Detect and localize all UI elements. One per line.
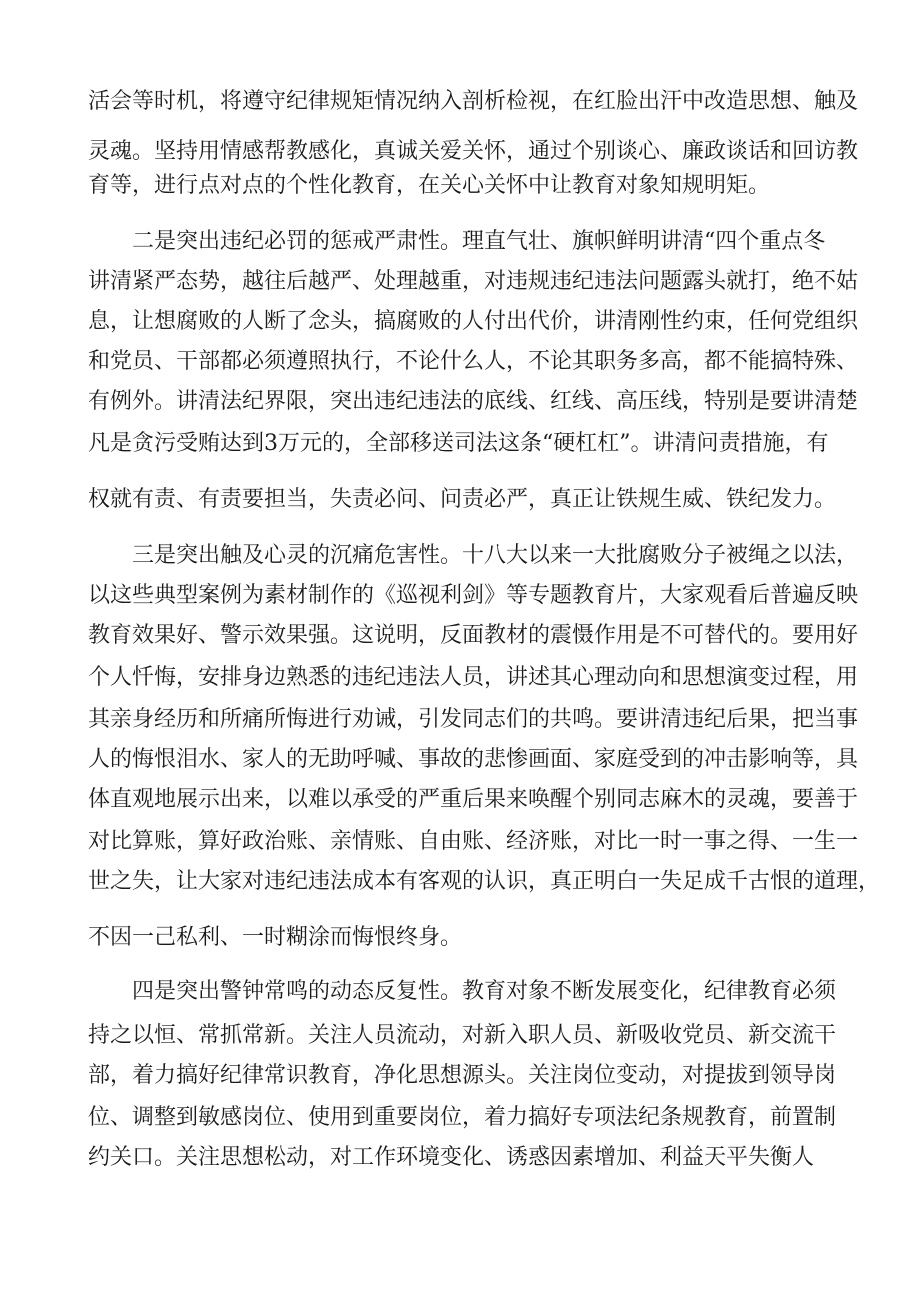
paragraph-line: 不因一己私利、一时糊涂而悔恨终身。 <box>88 925 463 950</box>
paragraph-line: 权就有责、有责要担当，失责必问、问责必严，真正让铁规生威、铁纪发力。 <box>88 487 837 512</box>
paragraph-line: 活会等时机，将遵守纪律规矩情况纳入剖析检视，在红脸出汗中改造思想、触及 <box>88 89 859 114</box>
paragraph-line: 其亲身经历和所痛所悔进行劝诫，引发同志们的共鸣。要讲清违纪后果，把当事 <box>88 707 859 732</box>
paragraph-line: 以这些典型案例为素材制作的《巡视利剑》等专题教育片，大家观看后普遍反映 <box>88 583 859 608</box>
paragraph-line: 灵魂。坚持用情感帮教感化，真诚关爱关怀，通过个别谈心、廉政谈话和回访教 <box>88 139 859 164</box>
paragraph-line: 世之失，让大家对违纪违法成本有客观的认识，真正明白一失足成千古恨的道理， <box>88 869 881 894</box>
paragraph-line: 三是突出触及心灵的沉痛危害性。十八大以来一大批腐败分子被绳之以法， <box>132 543 859 568</box>
paragraph-line: 约关口。关注思想松动，对工作环境变化、诱惑因素增加、利益天平失衡人 <box>88 1145 815 1170</box>
paragraph-line: 个人忏悔，安排身边熟悉的违纪违法人员，讲述其心理动向和思想演变过程，用 <box>88 665 859 690</box>
paragraph-line: 四是突出警钟常鸣的动态反复性。教育对象不断发展变化，纪律教育必须 <box>132 979 837 1004</box>
paragraph-line: 对比算账，算好政治账、亲情账、自由账、经济账，对比一时一事之得、一生一 <box>88 829 859 854</box>
paragraph-line: 讲清紧严态势，越往后越严、处理越重，对违规违纪违法问题露头就打，绝不姑 <box>88 269 859 294</box>
paragraph-line: 体直观地展示出来，以难以承受的严重后果来唤醒个别同志麻木的灵魂，要善于 <box>88 787 859 812</box>
paragraph-line: 部，着力搞好纪律常识教育，净化思想源头。关注岗位变动，对提拔到领导岗 <box>88 1063 837 1088</box>
paragraph-line: 有例外。讲清法纪界限，突出违纪违法的底线、红线、高压线，特别是要讲清楚 <box>88 389 859 414</box>
paragraph-line: 和党员、干部都必须遵照执行，不论什么人，不论其职务多高，都不能搞特殊、 <box>88 349 859 374</box>
paragraph-line: 息，让想腐败的人断了念头，搞腐败的人付出代价，讲清刚性约束，任何党组织 <box>88 309 859 334</box>
paragraph-line: 持之以恒、常抓常新。关注人员流动，对新入职人员、新吸收党员、新交流干 <box>88 1023 837 1048</box>
paragraph-line: 育等，进行点对点的个性化教育，在关心关怀中让教育对象知规明矩。 <box>88 173 771 198</box>
paragraph-line: 教育效果好、警示效果强。这说明，反面教材的震慑作用是不可替代的。要用好 <box>88 623 859 648</box>
paragraph-line: 二是突出违纪必罚的惩戒严肃性。理直气壮、旗帜鲜明讲清“四个重点冬 <box>132 229 826 254</box>
paragraph-line: 位、调整到敏感岗位、使用到重要岗位，着力搞好专项法纪条规教育，前置制 <box>88 1105 837 1130</box>
paragraph-line: 人的悔恨泪水、家人的无助呼喊、事故的悲惨画面、家庭受到的冲击影响等，具 <box>88 747 859 772</box>
paragraph-line: 凡是贪污受贿达到3万元的，全部移送司法这条“硬杠杠”。讲清问责措施，有 <box>88 431 829 456</box>
